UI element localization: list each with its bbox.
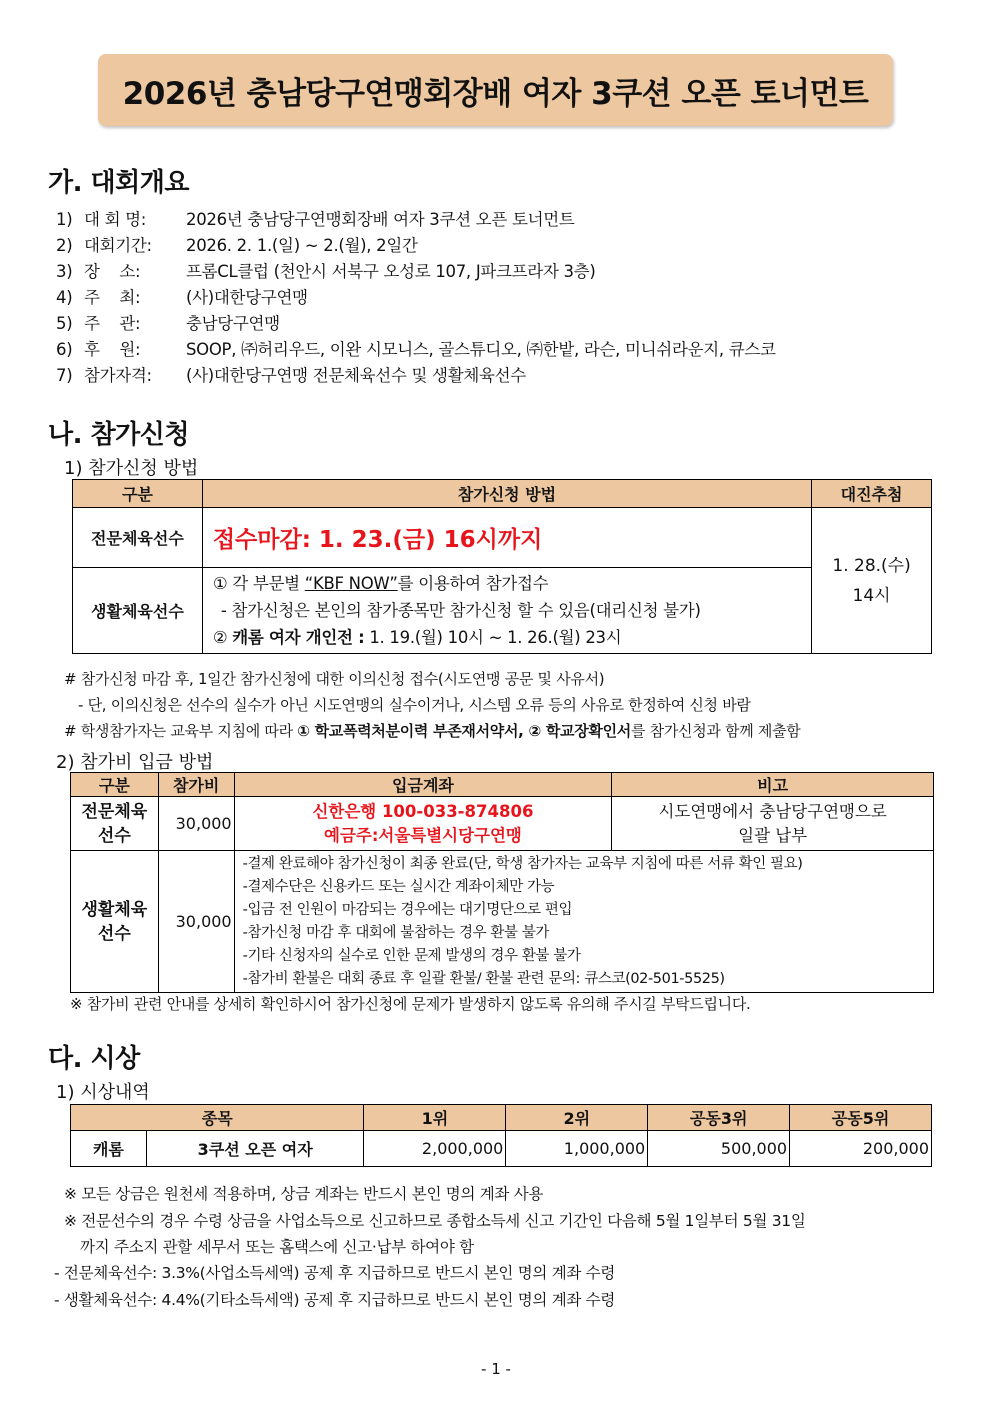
fee-th-remark: 비고 <box>612 773 934 797</box>
th-category: 구분 <box>73 480 203 508</box>
section-heading-overview: 가. 대회개요 <box>48 168 190 198</box>
registration-note: - 단, 이의신청은 선수의 실수가 아닌 시도연맹의 실수이거나, 시스템 오류 등의 사유로 한정하여 신청 바람 <box>78 696 751 714</box>
awards-note: - 생활체육선수: 4.4%(기타소득세액) 공제 후 지급하므로 반드시 본인 명의 계좌 수령 <box>54 1291 616 1309</box>
pro-label: 전문체육선수 <box>73 508 203 568</box>
fee-amateur-amount: 30,000 <box>158 851 234 993</box>
fee-th-category: 구분 <box>71 773 159 797</box>
fee-detail-line: -참가신청 마감 후 대회에 불참하는 경우 환불 불가 <box>242 924 550 941</box>
prize-second: 1,000,000 <box>506 1131 648 1167</box>
awards-th-third: 공동3위 <box>648 1105 790 1131</box>
awards-note: ※ 전문선수의 경우 수령 상금을 사업소득으로 신고하므로 종합소득세 신고 기간인 다음해 5월 1일부터 5월 31일 <box>64 1212 806 1230</box>
overview-item: 3) 장 소: 프롬CL클럽 (천안시 서북구 오성로 107, J파크프라자 3층) <box>56 262 596 281</box>
fee-detail-line: -기타 신청자의 실수로 인한 문제 발생의 경우 환불 불가 <box>242 947 581 964</box>
awards-th-first: 1위 <box>364 1105 506 1131</box>
awards-title: 1) 시상내역 <box>56 1082 150 1103</box>
fee-th-fee: 참가비 <box>158 773 234 797</box>
registration-method-title: 1) 참가신청 방법 <box>64 458 199 479</box>
draw-time: 14시 <box>852 585 891 606</box>
awards-th-second: 2위 <box>506 1105 648 1131</box>
awards-th-fifth: 공동5위 <box>790 1105 932 1131</box>
amateur-method <box>202 568 811 654</box>
bank-account: 신한은행 100-033-874806 <box>312 801 534 821</box>
awards-event: 3쿠션 오픈 여자 <box>146 1131 364 1167</box>
section-heading-awards: 다. 시상 <box>48 1044 140 1074</box>
pro-deadline: 접수마감: 1. 23.(금) 16시까지 <box>202 508 811 568</box>
th-method: 참가신청 방법 <box>202 480 811 508</box>
kbf-now-link: “KBF NOW” <box>304 574 398 593</box>
fee-detail-line: -참가비 환불은 대회 종료 후 일괄 환불/ 환불 관련 문의: 큐스코(02-501-5525) <box>242 970 725 987</box>
amateur-line-1: ① 각 부문별 “KBF NOW”를 이용하여 참가접수 <box>212 574 549 593</box>
fee-note: ※ 참가비 관련 안내를 상세히 확인하시어 참가신청에 문제가 발생하지 않도록 유의해 주시길 부탁드립니다. <box>70 995 751 1013</box>
account-holder: 예금주:서울특별시당구연맹 <box>324 825 522 845</box>
registration-table <box>72 479 932 654</box>
overview-item: 5) 주 관: 충남당구연맹 <box>56 314 280 333</box>
fee-amateur-details <box>234 851 933 993</box>
awards-table <box>70 1104 932 1167</box>
overview-item: 4) 주 최: (사)대한당구연맹 <box>56 288 308 307</box>
awards-note: 까지 주소지 관할 세무서 또는 홈택스에 신고·납부 하여야 함 <box>80 1238 474 1256</box>
overview-item: 7) 참가자격: (사)대한당구연맹 전문체육선수 및 생활체육선수 <box>56 366 526 385</box>
th-draw: 대진추첨 <box>812 480 932 508</box>
awards-note: - 전문체육선수: 3.3%(사업소득세액) 공제 후 지급하므로 반드시 본인 명의 계좌 수령 <box>54 1264 616 1282</box>
fee-table <box>70 772 934 993</box>
registration-note: # 참가신청 마감 후, 1일간 참가신청에 대한 이의신청 접수(시도연맹 공문 및 사유서) <box>64 670 605 688</box>
fee-pro-label: 전문체육선수 <box>71 797 159 851</box>
prize-first: 2,000,000 <box>364 1131 506 1167</box>
awards-category: 캐롬 <box>71 1131 147 1167</box>
amateur-label: 생활체육선수 <box>73 568 203 654</box>
amateur-line-3: ② 캐롬 여자 개인전 : 1. 19.(월) 10시 ~ 1. 26.(월) 23시 <box>212 628 622 647</box>
fee-pro-remark: 시도연맹에서 충남당구연맹으로 일괄 납부 <box>612 797 934 851</box>
section-heading-registration: 나. 참가신청 <box>48 420 190 450</box>
awards-note: ※ 모든 상금은 원천세 적용하며, 상금 계좌는 반드시 본인 명의 계좌 사용 <box>64 1185 544 1203</box>
amateur-line-2: - 참가신청은 본인의 참가종목만 참가신청 할 수 있음(대리신청 불가) <box>220 601 701 620</box>
fee-account <box>234 797 612 851</box>
overview-item: 2) 대회기간: 2026. 2. 1.(일) ~ 2.(월), 2일간 <box>56 236 418 255</box>
fee-detail-line: -입금 전 인원이 마감되는 경우에는 대기명단으로 편입 <box>242 901 573 918</box>
fee-detail-line: -결제수단은 신용카드 또는 실시간 계좌이체만 가능 <box>242 878 555 895</box>
draw-date: 1. 28.(수) <box>832 555 911 576</box>
overview-item: 6) 후 원: SOOP, ㈜허리우드, 이완 시모니스, 골스튜디오, ㈜한밭, 라슨, 미니쉬라운지, 큐스코 <box>56 340 776 359</box>
prize-fifth: 200,000 <box>790 1131 932 1167</box>
awards-th-event: 종목 <box>71 1105 364 1131</box>
draw-cell <box>812 508 932 654</box>
fee-pro-amount: 30,000 <box>158 797 234 851</box>
page-number: - 1 - <box>481 1360 511 1378</box>
registration-note-student: # 학생참가자는 교육부 지침에 따라 ① 학교폭력처분이력 부존재서약서, ② 학교장확인서를 참가신청과 함께 제출함 <box>64 722 801 740</box>
prize-third: 500,000 <box>648 1131 790 1167</box>
fee-title: 2) 참가비 입금 방법 <box>56 752 214 773</box>
overview-item: 1) 대 회 명: 2026년 충남당구연맹회장배 여자 3쿠션 오픈 토너먼트 <box>56 210 575 229</box>
fee-th-account: 입금계좌 <box>234 773 612 797</box>
fee-amateur-label: 생활체육선수 <box>71 851 159 993</box>
page-title: 2026년 충남당구연맹회장배 여자 3쿠션 오픈 토너먼트 <box>98 54 893 126</box>
fee-detail-line: -결제 완료해야 참가신청이 최종 완료(단, 학생 참가자는 교육부 지침에 따른 서류 확인 필요) <box>242 855 803 872</box>
